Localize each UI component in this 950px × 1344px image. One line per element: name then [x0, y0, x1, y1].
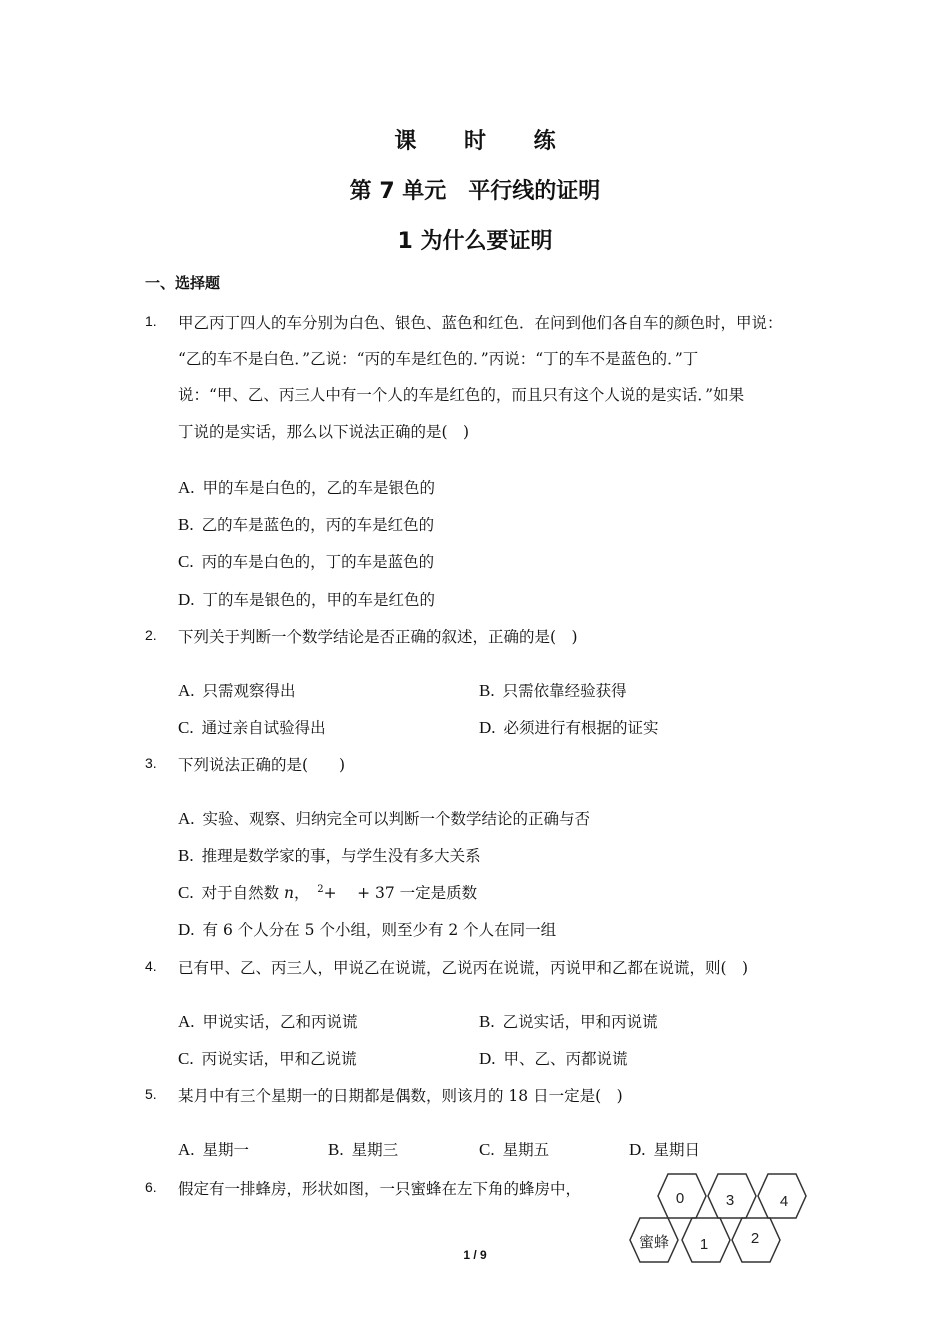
unit-title: 第 7 单元 平行线的证明	[349, 179, 601, 204]
option-c: C. 星期五	[479, 1140, 550, 1159]
option-d: D. 丁的车是银色的，甲的车是红色的	[178, 590, 436, 609]
question-number: 6.	[145, 1179, 157, 1195]
cell-label-3: 3	[725, 1192, 735, 1209]
option-d: D. 必须进行有根据的证实	[479, 718, 659, 737]
question-text: 说：“甲、乙、丙三人中有一个人的车是红色的，而且只有这个人说的是实话．”如果	[178, 386, 745, 404]
option-d: D. 星期日	[629, 1140, 701, 1159]
section-heading: 一、选择题	[145, 274, 221, 292]
question-number: 1.	[145, 313, 157, 329]
option-b: B. 推理是数学家的事，与学生没有多大关系	[178, 846, 481, 865]
option-a: A. 甲说实话，乙和丙说谎	[178, 1012, 358, 1031]
option-b: B. 星期三	[328, 1140, 399, 1159]
page-number: 1 / 9	[463, 1248, 487, 1262]
option-c: C. 对于自然数 n， $^2$+ + 37 一定是质数	[178, 883, 478, 902]
variable-n: n	[284, 884, 295, 902]
question-text: 某月中有三个星期一的日期都是偶数，则该月的 18 日一定是( )	[178, 1087, 623, 1105]
question-number: 5.	[145, 1086, 157, 1102]
cell-label-4: 4	[779, 1193, 789, 1210]
option-b: B. 乙的车是蓝色的，丙的车是红色的	[178, 515, 435, 534]
option-c: C. 丙说实话，甲和乙说谎	[178, 1049, 357, 1068]
question-text: 下列说法正确的是( )	[178, 756, 346, 774]
question-text: “乙的车不是白色．”乙说：“丙的车是红色的．”丙说：“丁的车不是蓝色的．”丁	[178, 350, 699, 368]
option-a: A. 甲的车是白色的，乙的车是银色的	[178, 478, 436, 497]
option-b: B. 乙说实话，甲和丙说谎	[479, 1012, 658, 1031]
question-text: 下列关于判断一个数学结论是否正确的叙述，正确的是( )	[178, 628, 578, 646]
question-number: 4.	[145, 958, 157, 974]
option-a: A. 只需观察得出	[178, 681, 296, 700]
doc-title: 课 时 练	[394, 129, 576, 154]
option-a: A. 实验、观察、归纳完全可以判断一个数学结论的正确与否	[178, 809, 591, 828]
question-text: 假定有一排蜂房，形状如图，一只蜜蜂在左下角的蜂房中，	[178, 1180, 582, 1198]
option-c: C. 通过亲自试验得出	[178, 718, 326, 737]
question-text: 甲乙丙丁四人的车分别为白色、银色、蓝色和红色．在问到他们各自车的颜色时，甲说：	[178, 314, 783, 332]
option-d: D. 甲、乙、丙都说谎	[479, 1049, 628, 1068]
question-number: 3.	[145, 755, 157, 771]
option-c: C. 丙的车是白色的，丁的车是蓝色的	[178, 552, 435, 571]
option-d: D. 有 6 个人分在 5 个小组，则至少有 2 个人在同一组	[178, 920, 557, 939]
superscript: 2	[317, 884, 324, 895]
question-text: 丁说的是实话，那么以下说法正确的是( )	[178, 423, 470, 441]
cell-label-0: 0	[675, 1190, 685, 1207]
cell-label-2: 2	[750, 1230, 760, 1247]
lesson-title: 1 为什么要证明	[397, 229, 553, 254]
question-number: 2.	[145, 627, 157, 643]
cell-label-1: 1	[699, 1236, 709, 1253]
option-b: B. 只需依靠经验获得	[479, 681, 627, 700]
bee-label: 蜜蜂	[638, 1233, 670, 1251]
option-a: A. 星期一	[178, 1140, 250, 1159]
question-text: 已有甲、乙、丙三人，甲说乙在说谎，乙说丙在说谎，丙说甲和乙都在说谎，则( )	[178, 959, 749, 977]
